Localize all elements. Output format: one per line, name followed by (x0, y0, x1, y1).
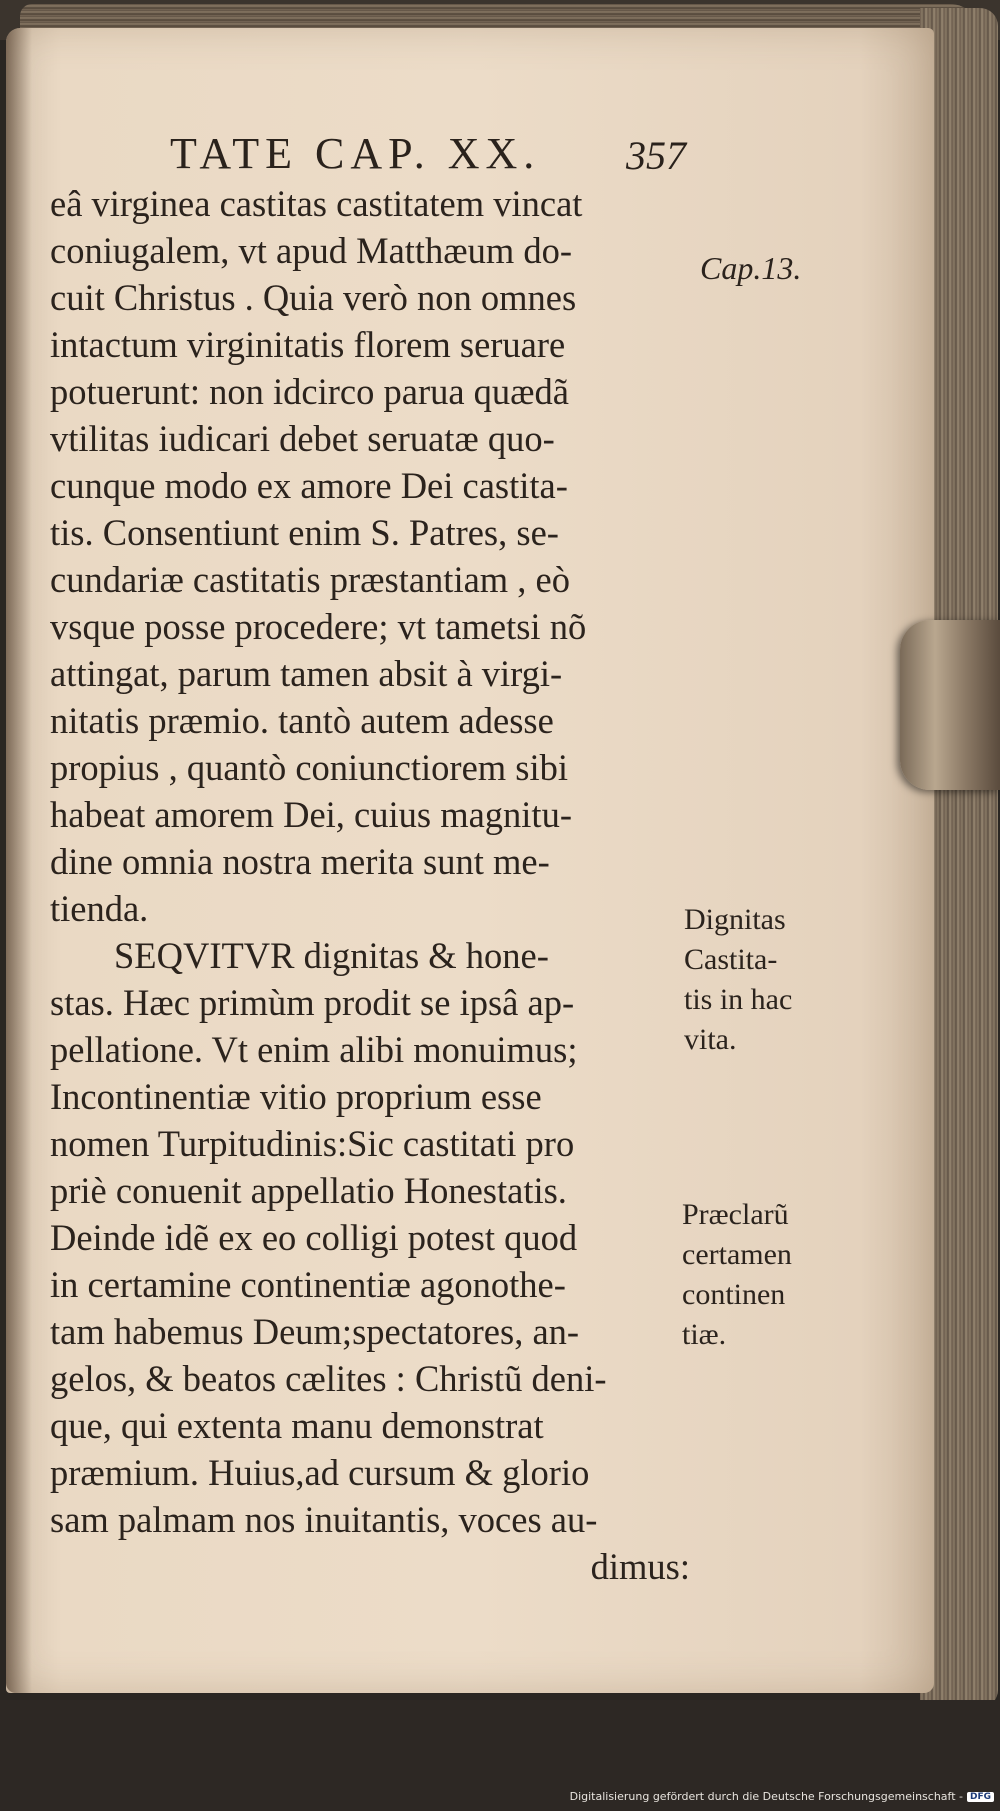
text-line: cundariæ castitatis præstantiam , eò (50, 559, 571, 600)
paragraph-start-line: SEQVITVR dignitas & hone- (114, 935, 549, 976)
text-line: coniugalem, vt apud Matthæum do- (50, 230, 573, 271)
text-line: pellatione. Vt enim alibi monuimus; (50, 1029, 578, 1070)
margin-note-line: tiæ. (682, 1318, 727, 1351)
margin-note-line: Præclarũ (682, 1198, 789, 1231)
text-line: que, qui extenta manu demonstrat (50, 1405, 544, 1446)
margin-note-dignitas (684, 900, 792, 1060)
margin-note-line: certamen (682, 1238, 792, 1271)
text-line: eâ virginea castitas castitatem vincat (50, 183, 583, 224)
spine-shadow (6, 28, 32, 1693)
text-line: propius , quantò coniunctiorem sibi (50, 747, 569, 788)
text-line: habeat amorem Dei, cuius magnitu- (50, 794, 572, 835)
text-line: tam habemus Deum;spectatores, an- (50, 1311, 580, 1352)
text-line: intactum virginitatis florem seruare (50, 324, 566, 365)
margin-note-cap-reference: Cap.13. (700, 250, 802, 286)
text-line: sam palmam nos inuitantis, voces au- (50, 1499, 598, 1540)
text-line: stas. Hæc primùm prodit se ipsâ ap- (50, 982, 575, 1023)
digitization-credit (570, 1790, 994, 1803)
book-clasp (900, 620, 1000, 790)
margin-note-praeclaru (682, 1195, 792, 1355)
text-line: nitatis præmio. tantò autem adesse (50, 700, 554, 741)
credit-text: Digitalisierung gefördert durch die Deutsche Forschungsgemeinschaft - (569, 1790, 963, 1803)
text-line: potuerunt: non idcirco parua quædã (50, 371, 569, 412)
text-line: in certamine continentiæ agonothe- (50, 1264, 566, 1305)
text-line: gelos, & beatos cælites : Christũ deni- (50, 1358, 607, 1399)
text-line: Incontinentiæ vitio proprium esse (50, 1076, 542, 1117)
catchword-line: dimus: (590, 1546, 690, 1587)
text-line: vtilitas iudicari debet seruatæ quo- (50, 418, 555, 459)
text-line: vsque posse procedere; vt tametsi nõ (50, 606, 587, 647)
margin-note-line: Dignitas (684, 903, 786, 936)
margin-note-line: Castita- (684, 943, 778, 976)
page-number: 357 (626, 133, 686, 178)
body-text (50, 180, 690, 1590)
text-line: priè conuenit appellatio Honestatis. (50, 1170, 567, 1211)
text-line: tienda. (50, 888, 149, 929)
margin-note-line: continen (682, 1278, 786, 1311)
text-line: cuit Christus . Quia verò non omnes (50, 277, 577, 318)
text-line: dine omnia nostra merita sunt me- (50, 841, 550, 882)
text-line: Deinde idẽ ex eo colligi potest quod (50, 1217, 578, 1258)
dfg-logo: DFG (967, 1792, 994, 1802)
text-line: attingat, parum tamen absit à virgi- (50, 653, 563, 694)
running-head: TATE CAP. XX. (170, 129, 541, 178)
text-line: cunque modo ex amore Dei castita- (50, 465, 568, 506)
text-line: tis. Consentiunt enim S. Patres, se- (50, 512, 559, 553)
text-line: præmium. Huius,ad cursum & glorio (50, 1452, 590, 1493)
margin-note-line: vita. (684, 1023, 737, 1056)
text-line: nomen Turpitudinis:Sic castitati pro (50, 1123, 575, 1164)
margin-note-line: tis in hac (684, 983, 793, 1016)
